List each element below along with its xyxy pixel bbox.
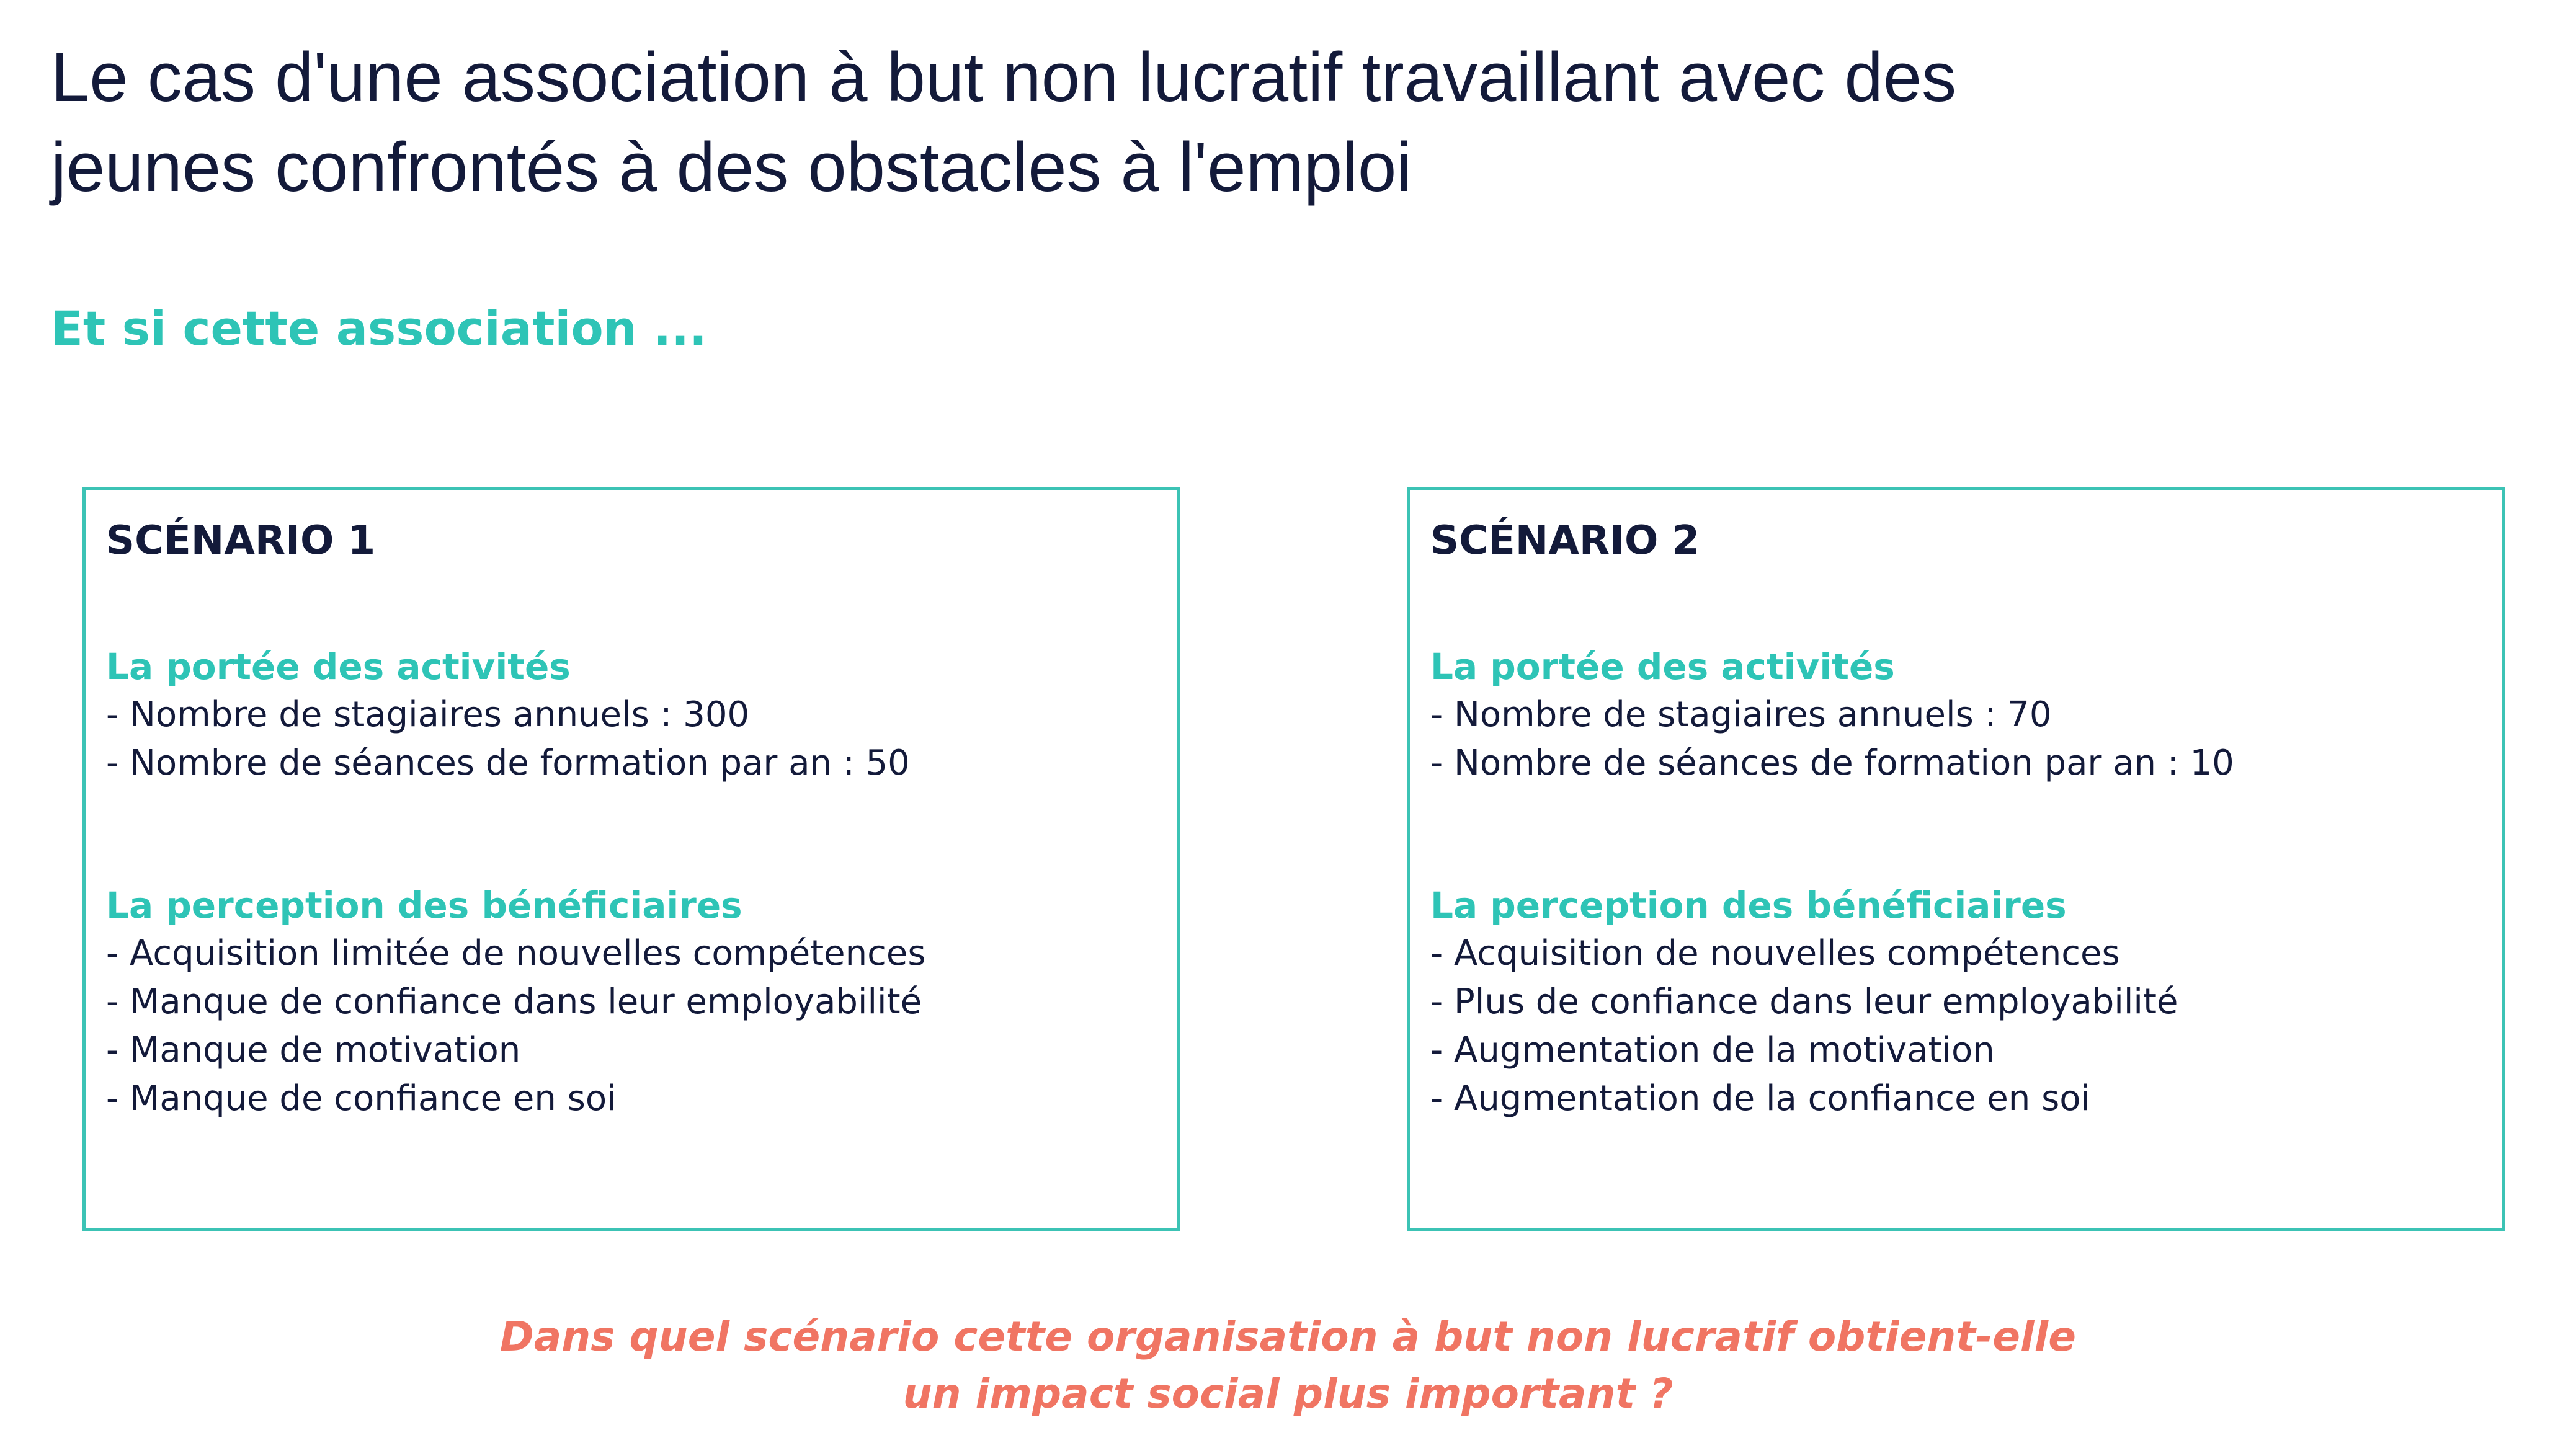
scenario-1-perception-heading: La perception des bénéficiaires (106, 884, 742, 926)
list-item: - Plus de confiance dans leur employabilité (1430, 982, 2178, 1022)
list-item: - Augmentation de la motivation (1430, 1030, 1995, 1070)
list-item: - Nombre de séances de formation par an : 10 (1430, 743, 2234, 783)
list-item: - Augmentation de la confiance en soi (1430, 1078, 2091, 1119)
list-item: - Nombre de stagiaires annuels : 70 (1430, 695, 2052, 735)
scenario-1-heading: SCÉNARIO 1 (106, 518, 376, 564)
scenario-1-scope-list (106, 691, 1177, 788)
scenario-1-box (82, 487, 1180, 1231)
list-item: - Acquisition de nouvelles compétences (1430, 933, 2120, 974)
page-title (51, 32, 2408, 212)
scenario-1-perception-list (106, 930, 1177, 1123)
list-item: - Nombre de séances de formation par an : 50 (106, 743, 910, 783)
closing-question-line-2: un impact social plus important ? (902, 1370, 1674, 1418)
scenario-2-perception-heading: La perception des bénéficiaires (1430, 884, 2067, 926)
page-title-line-2: jeunes confrontés à des obstacles à l'emploi (51, 128, 1412, 206)
list-item: - Manque de motivation (106, 1030, 521, 1070)
scenario-1-scope-heading: La portée des activités (106, 646, 571, 688)
scenario-2-box (1407, 487, 2505, 1231)
page-title-line-1: Le cas d'une association à but non lucratif travaillant avec des (51, 38, 1957, 116)
scenario-2-scope-heading: La portée des activités (1430, 646, 1895, 688)
scenario-2-heading: SCÉNARIO 2 (1430, 518, 1700, 564)
closing-question-line-1: Dans quel scénario cette organisation à but non lucratif obtient-elle (499, 1313, 2077, 1361)
list-item: - Manque de confiance en soi (106, 1078, 617, 1119)
scenario-2-scope-list (1430, 691, 2502, 788)
closing-question (0, 1308, 2576, 1423)
list-item: - Nombre de stagiaires annuels : 300 (106, 695, 750, 735)
list-item: - Acquisition limitée de nouvelles compétences (106, 933, 926, 974)
scenario-2-perception-list (1430, 930, 2502, 1123)
subtitle: Et si cette association ... (51, 301, 707, 356)
list-item: - Manque de confiance dans leur employabilité (106, 982, 922, 1022)
